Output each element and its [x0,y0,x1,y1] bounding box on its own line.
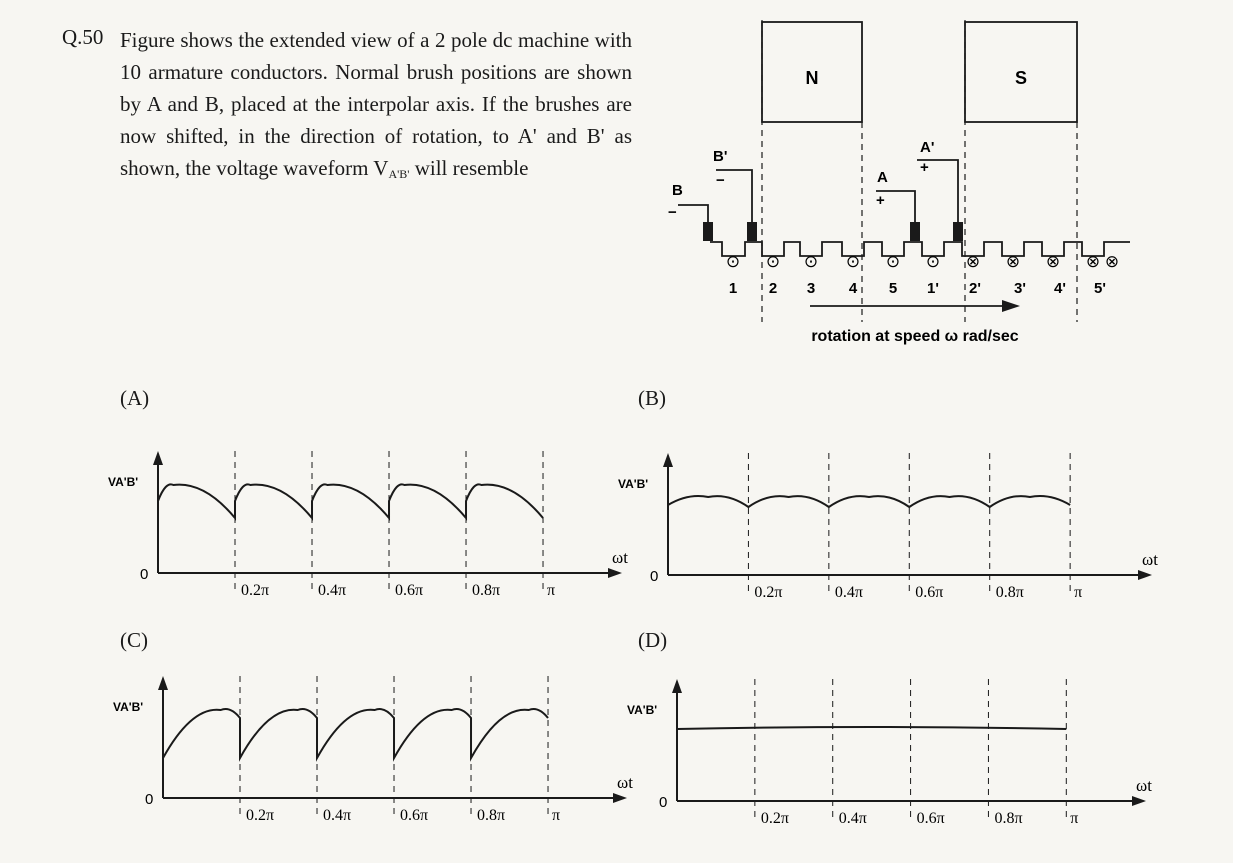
y-axis-arrow [158,676,168,690]
conductor-symbol: ⊗ [1085,252,1101,271]
conductor-symbol: ⊙ [765,252,781,271]
x-tick-label: 0.4π [838,810,867,827]
x-tick-label: 0.6π [916,810,945,827]
x-axis-label: ωt [612,548,628,567]
brush-b-label: B [672,182,683,199]
waveform-chart-d [627,679,1152,827]
question-text-main: Figure shows the extended view of a 2 pole dc machine with 10 armature conductors. Normal brush positions are shown by A and B, placed at the interpolar axis. If the brushes are now shifted, in the direction of rotation, to A' and B' as shown, the voltage waveform V [120,28,632,180]
brush-b-polarity: − [668,204,677,221]
brush-bprime-polarity: − [716,172,725,189]
conductor-label: 5 [888,280,898,297]
x-tick-label: 0.6π [915,584,944,601]
conductor-label: 4' [1054,280,1066,297]
x-tick-label: 0.2π [246,807,275,824]
conductor-label: 2 [768,280,778,297]
brush-a-label: A [877,169,888,186]
x-axis-arrow [1138,570,1152,580]
conductor-symbol: ⊗ [1104,252,1120,271]
y-axis-label: VA'B' [627,703,658,717]
waveform-line [163,709,548,758]
conductor-label: 3 [806,280,816,297]
x-tick-label: π [1074,584,1083,601]
conductor-symbol: ⊗ [965,252,981,271]
x-axis-arrow [608,568,622,578]
x-axis-label: ωt [1142,550,1158,569]
conductor-symbol: ⊙ [885,252,901,271]
question-number: Q.50 [62,25,104,49]
conductor-symbol: ⊙ [725,252,741,271]
waveform-line [677,727,1066,729]
y-axis-label: VA'B' [113,700,144,714]
pole-south-label: S [1014,68,1028,88]
waveform-line [158,484,543,518]
conductor-symbol: ⊗ [1005,252,1021,271]
conductor-label: 1' [927,280,939,297]
conductor-label: 5' [1094,280,1106,297]
question-text-subscript: A'B' [388,167,410,181]
x-tick-label: π [552,807,561,824]
x-tick-label: 0.4π [318,582,347,599]
x-tick-label: 0.2π [760,810,789,827]
conductor-symbol: ⊙ [925,252,941,271]
waveform-chart-c [113,676,633,824]
x-tick-label: 0.8π [994,810,1023,827]
brush-aprime-label: A' [920,139,935,156]
option-d-label: (D) [638,628,668,652]
x-axis-arrow [613,793,627,803]
x-tick-label: 0.2π [241,582,270,599]
option-a-label: (A) [120,386,150,410]
y-axis-arrow [663,453,673,467]
option-c-label: (C) [120,628,148,652]
x-tick-label: 0.8π [472,582,501,599]
waveform-line [668,496,1070,507]
waveform-chart-b [618,453,1158,601]
x-tick-label: π [1070,810,1079,827]
conductor-label: 1 [728,280,738,297]
question-text-end: will resemble [409,156,529,180]
brush-a-polarity: + [876,192,885,209]
conductor-label: 2' [969,280,981,297]
waveform-chart-a [108,451,628,599]
x-tick-label: 0.2π [754,584,783,601]
conductor-symbol: ⊙ [803,252,819,271]
x-tick-label: 0.8π [477,807,506,824]
y-axis-label: VA'B' [618,477,649,491]
x-tick-label: 0.6π [400,807,429,824]
y-axis-arrow [672,679,682,693]
brush-aprime-polarity: + [920,159,929,176]
x-tick-label: 0.4π [834,584,863,601]
x-axis-arrow [1132,796,1146,806]
origin-label: 0 [650,568,659,585]
x-tick-label: 0.4π [323,807,352,824]
x-axis-label: ωt [1136,776,1152,795]
conductor-symbol: ⊗ [1045,252,1061,271]
option-b-label: (B) [638,386,666,410]
brush-bprime-label: B' [713,148,728,165]
x-tick-label: 0.8π [995,584,1024,601]
y-axis-arrow [153,451,163,465]
origin-label: 0 [140,566,149,583]
rotation-label: rotation at speed ω rad/sec [811,328,1019,345]
conductor-label: 4 [848,280,858,297]
y-axis-label: VA'B' [108,475,139,489]
origin-label: 0 [145,791,154,808]
conductor-symbol: ⊙ [845,252,861,271]
pole-north-label: N [805,68,819,88]
x-tick-label: π [547,582,556,599]
origin-label: 0 [659,794,668,811]
x-axis-label: ωt [617,773,633,792]
conductor-label: 3' [1014,280,1026,297]
x-tick-label: 0.6π [395,582,424,599]
